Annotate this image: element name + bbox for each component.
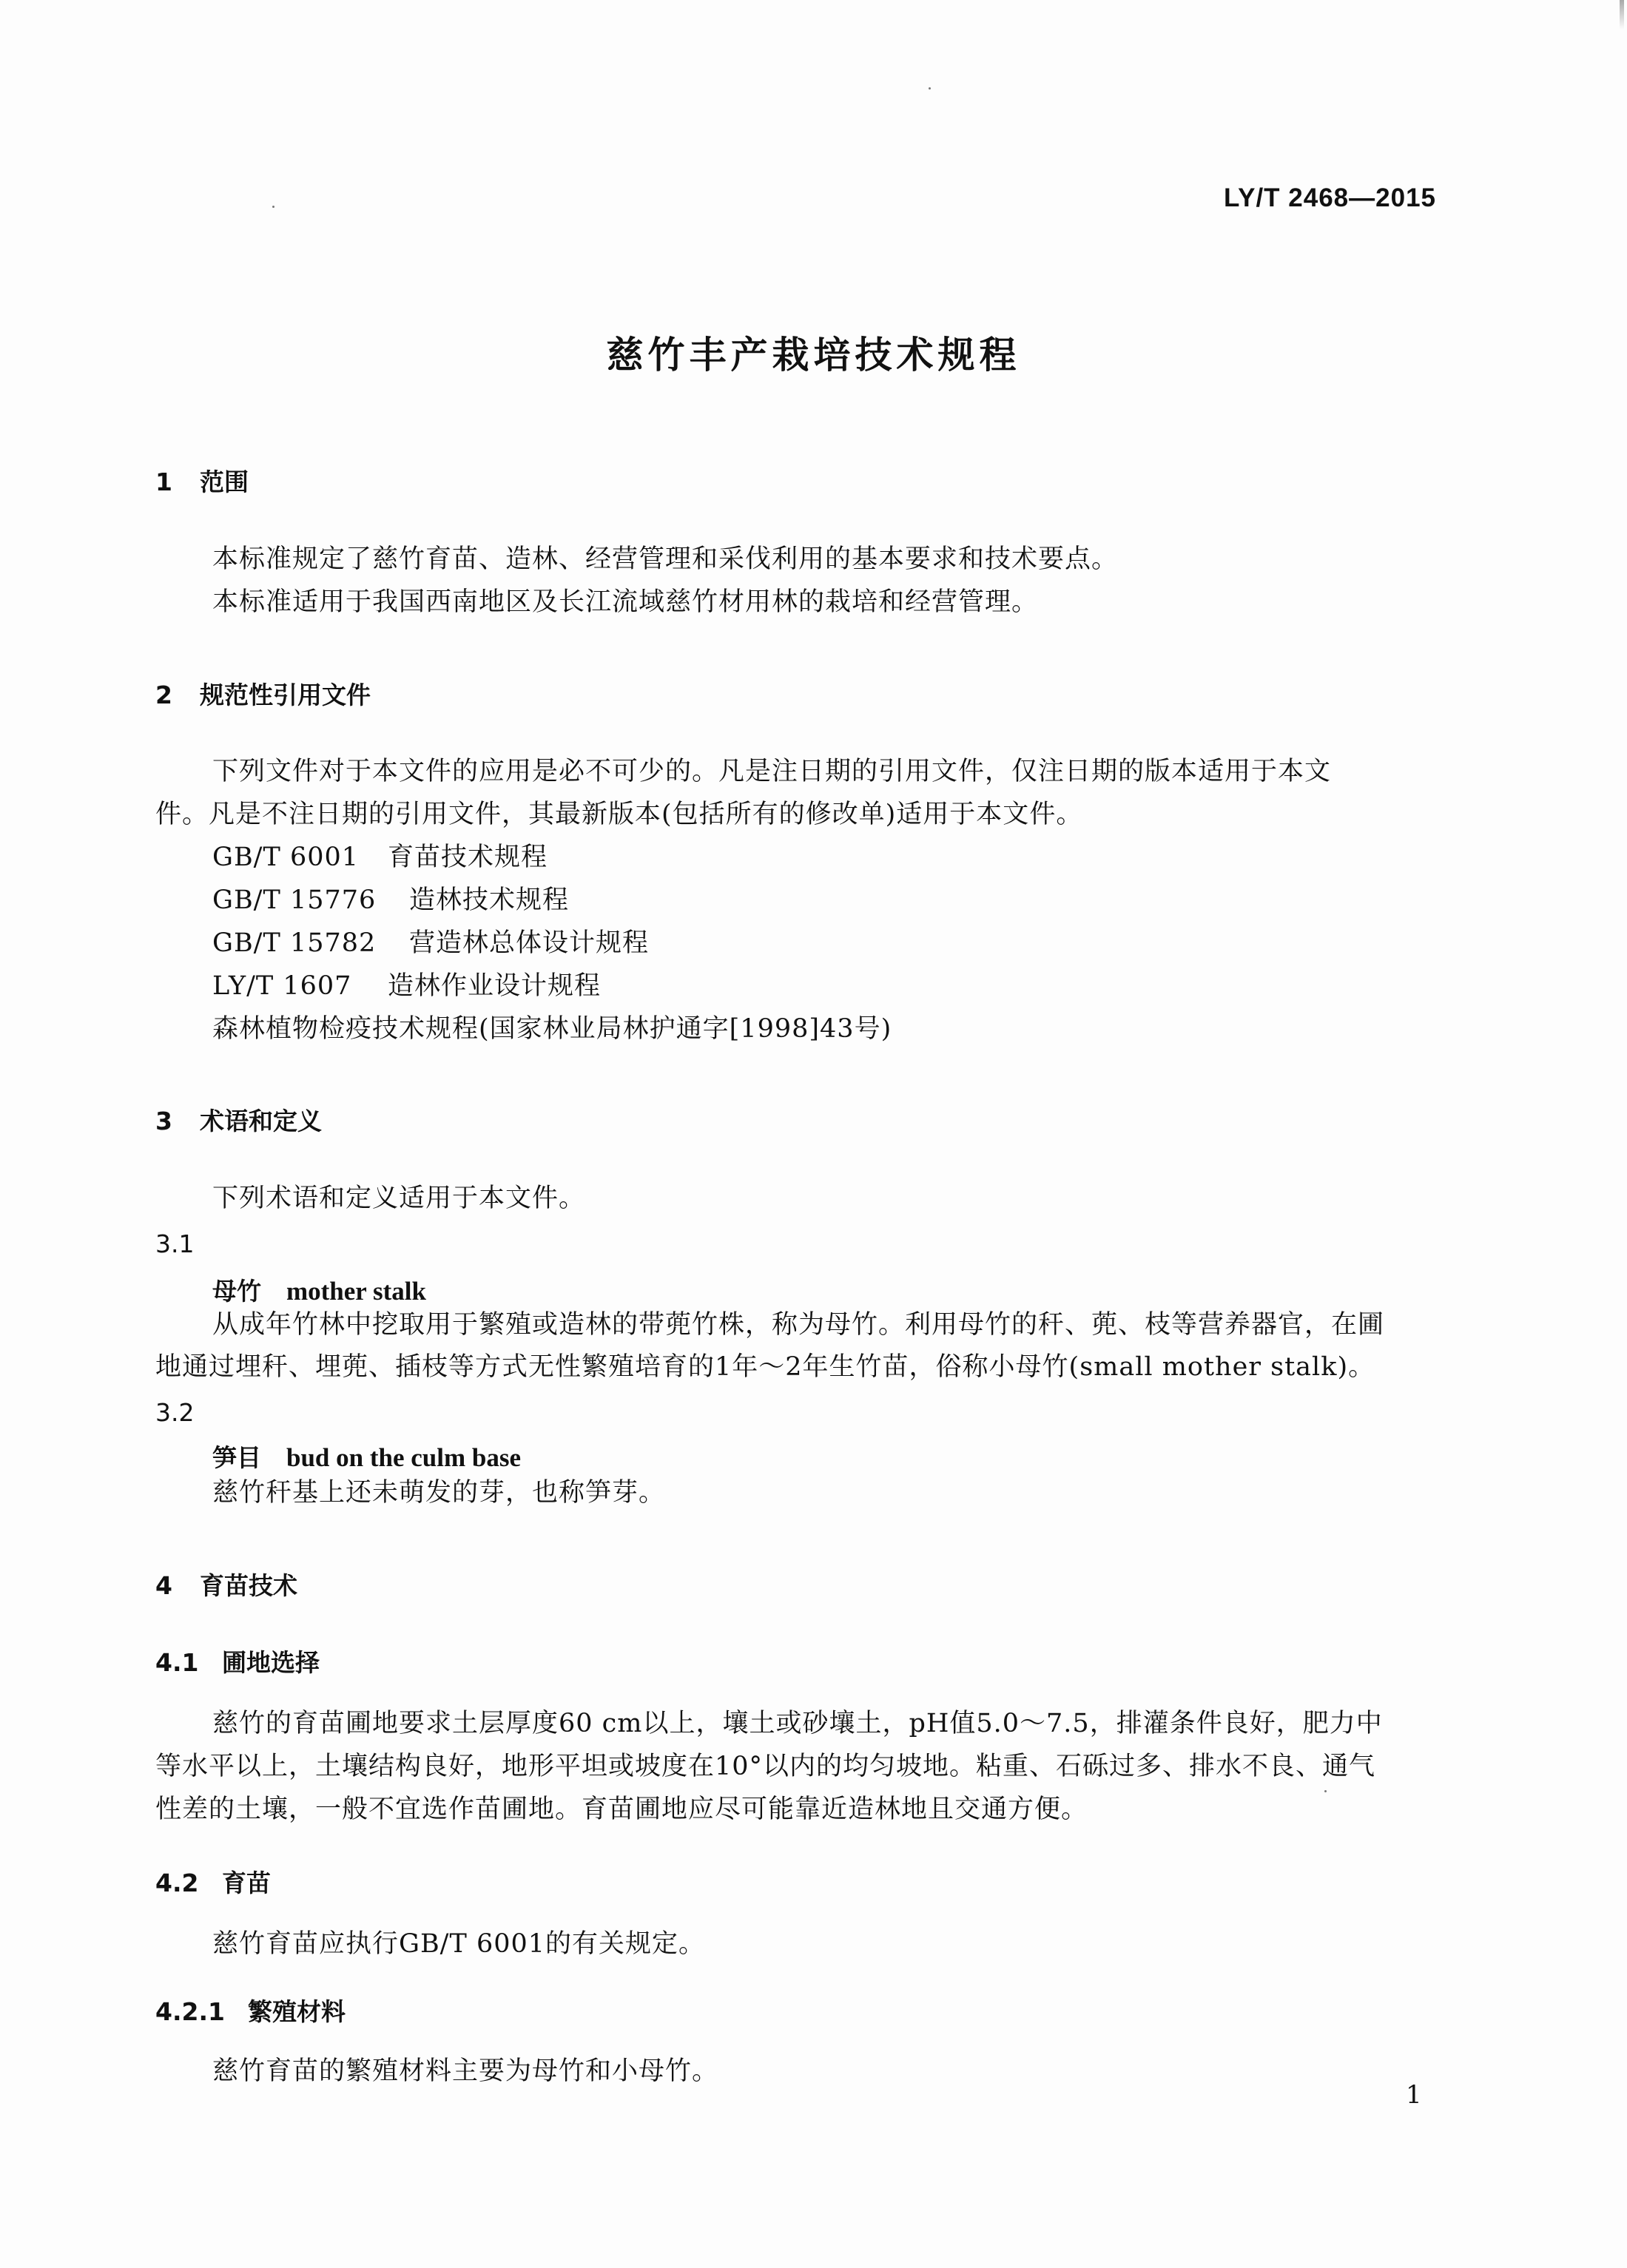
paragraph: 下列术语和定义适用于本文件。 bbox=[212, 1184, 586, 1213]
reference-code: GB/T 6001 bbox=[212, 843, 360, 872]
subsection-number: 4.1 bbox=[155, 1648, 199, 1677]
term-definition: 地通过埋秆、埋蔸、插枝等方式无性繁殖培育的1年～2年生竹苗，俗称小母竹(small mother stalk)。 bbox=[155, 1352, 1375, 1382]
section-number: 2 bbox=[155, 681, 172, 709]
paragraph: 慈竹育苗的繁殖材料主要为母竹和小母竹。 bbox=[212, 2056, 719, 2086]
term-zh: 笋目 bbox=[212, 1443, 261, 1472]
document-title: 慈竹丰产栽培技术规程 bbox=[606, 334, 1021, 377]
reference-name: 造林技术规程 bbox=[409, 885, 570, 915]
paragraph: 慈竹的育苗圃地要求土层厚度60 cm以上，壤土或砂壤土，pH值5.0～7.5，排灌条件良好，肥力中 bbox=[212, 1709, 1383, 1738]
section-title: 术语和定义 bbox=[200, 1107, 322, 1135]
section-number: 1 bbox=[155, 468, 172, 496]
subsection-title: 繁殖材料 bbox=[248, 1997, 346, 2026]
section-title: 规范性引用文件 bbox=[200, 681, 371, 709]
reference-code: GB/T 15782 bbox=[212, 928, 377, 958]
reference-item bbox=[212, 880, 569, 917]
subsection-title: 育苗 bbox=[222, 1869, 271, 1897]
section-1-heading bbox=[155, 463, 249, 498]
term-heading bbox=[212, 1439, 521, 1474]
subsection-4-1-heading bbox=[155, 1644, 320, 1678]
reference-item bbox=[212, 837, 548, 874]
subsection-number: 4.2 bbox=[155, 1869, 199, 1897]
section-number: 3 bbox=[155, 1107, 172, 1135]
reference-name: 造林作业设计规程 bbox=[388, 971, 602, 1001]
reference-name: 营造林总体设计规程 bbox=[409, 928, 650, 958]
section-4-heading bbox=[155, 1567, 297, 1602]
term-number: 3.1 bbox=[155, 1229, 195, 1258]
section-title: 育苗技术 bbox=[200, 1571, 297, 1600]
term-definition: 从成年竹林中挖取用于繁殖或造林的带蔸竹株，称为母竹。利用母竹的秆、蔸、枝等营养器官，在圃 bbox=[212, 1310, 1385, 1340]
standard-code: LY/T 2468—2015 bbox=[1223, 183, 1436, 212]
scan-edge-mark bbox=[1620, 0, 1624, 30]
paragraph: 本标准适用于我国西南地区及长江流域慈竹材用林的栽培和经营管理。 bbox=[212, 587, 1039, 617]
reference-name: 育苗技术规程 bbox=[388, 843, 548, 872]
reference-code: LY/T 1607 bbox=[212, 971, 352, 1001]
term-zh: 母竹 bbox=[212, 1277, 261, 1306]
term-definition: 慈竹秆基上还未萌发的芽，也称笋芽。 bbox=[212, 1478, 666, 1508]
paragraph: 件。凡是不注日期的引用文件，其最新版本(包括所有的修改单)适用于本文件。 bbox=[155, 800, 1083, 829]
paragraph: 本标准规定了慈竹育苗、造林、经营管理和采伐利用的基本要求和技术要点。 bbox=[212, 544, 1119, 574]
section-number: 4 bbox=[155, 1571, 172, 1600]
reference-item: 森林植物检疫技术规程(国家林业局林护通字[1998]43号) bbox=[212, 1014, 892, 1044]
paragraph: 等水平以上，土壤结构良好，地形平坦或坡度在10°以内的均匀坡地。粘重、石砾过多、排水不良、通气 bbox=[155, 1752, 1376, 1781]
paragraph: 慈竹育苗应执行GB/T 6001的有关规定。 bbox=[212, 1929, 706, 1959]
reference-item bbox=[212, 965, 601, 1002]
section-3-heading bbox=[155, 1102, 322, 1137]
term-en: mother stalk bbox=[286, 1277, 426, 1306]
term-en: bud on the culm base bbox=[286, 1443, 522, 1472]
reference-code: GB/T 15776 bbox=[212, 885, 377, 915]
reference-item bbox=[212, 922, 649, 959]
page-number: 1 bbox=[1406, 2080, 1422, 2110]
paragraph: 性差的土壤，一般不宜选作苗圃地。育苗圃地应尽可能靠近造林地且交通方便。 bbox=[155, 1795, 1088, 1824]
paragraph: 下列文件对于本文件的应用是必不可少的。凡是注日期的引用文件，仅注日期的版本适用于本文 bbox=[212, 757, 1332, 786]
term-number: 3.2 bbox=[155, 1398, 195, 1427]
subsection-number: 4.2.1 bbox=[155, 1997, 225, 2026]
subsection-title: 圃地选择 bbox=[222, 1648, 320, 1677]
scan-speck bbox=[929, 87, 931, 90]
subsection-4-2-1-heading bbox=[155, 1993, 346, 2028]
subsection-4-2-heading bbox=[155, 1864, 271, 1899]
term-heading bbox=[212, 1272, 426, 1307]
section-2-heading bbox=[155, 676, 371, 711]
section-title: 范围 bbox=[200, 468, 249, 496]
scan-speck bbox=[1324, 1790, 1327, 1792]
scan-speck bbox=[272, 206, 274, 208]
